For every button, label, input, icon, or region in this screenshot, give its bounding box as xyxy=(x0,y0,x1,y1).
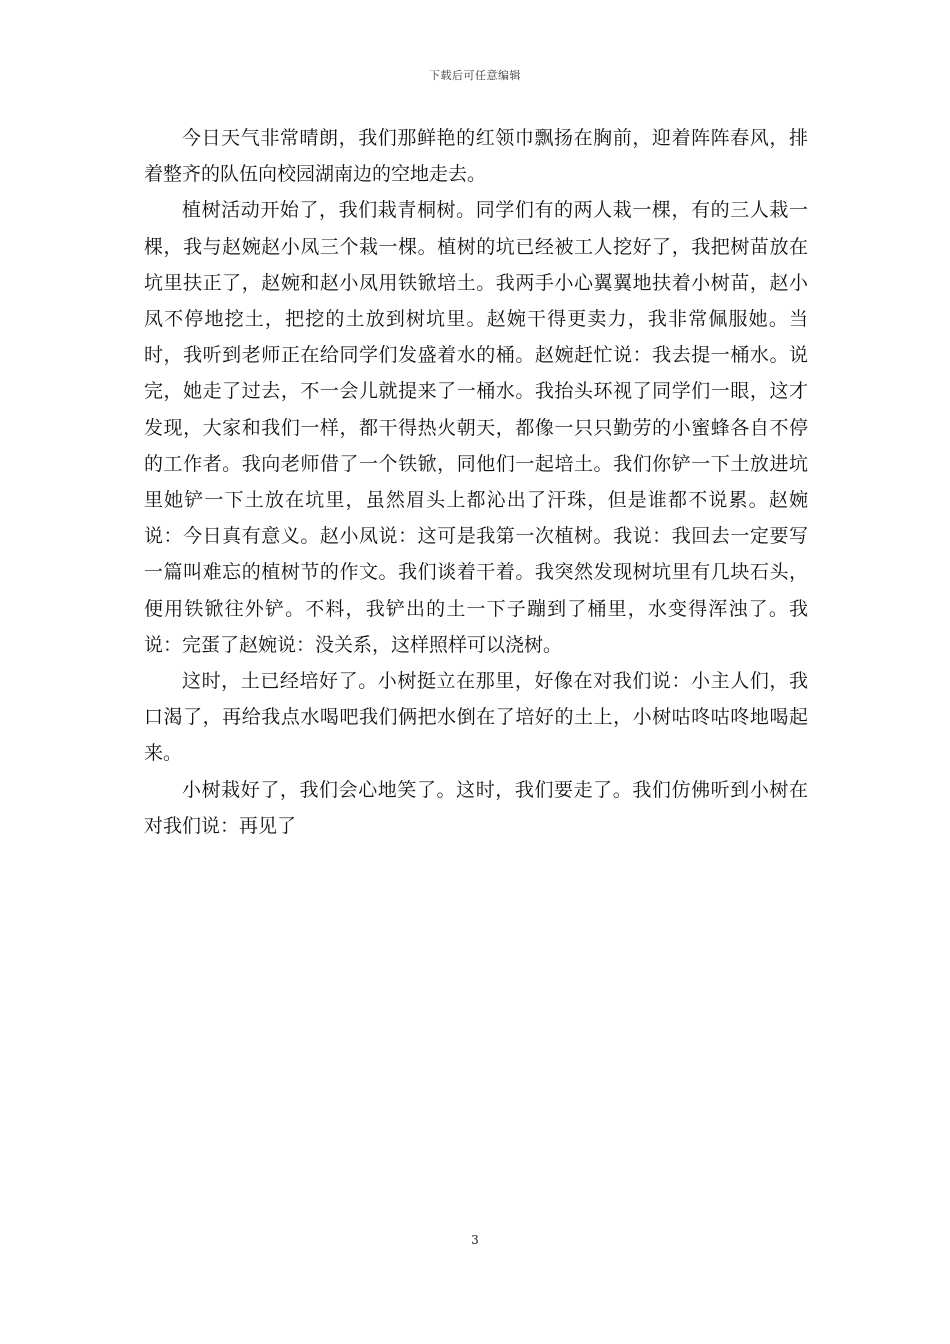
page-header: 下载后可任意编辑 xyxy=(429,69,521,82)
document-body xyxy=(144,120,808,844)
page-number: 3 xyxy=(471,1233,479,1247)
paragraph-2: 植树活动开始了，我们栽青桐树。同学们有的两人栽一棵，有的三人栽一棵，我与赵婉赵小凤三个栽一棵。植树的坑已经被工人挖好了，我把树苗放在坑里扶正了，赵婉和赵小凤用铁锨培土。我两手小心翼翼地扶着小树苗，赵小凤不停地挖土，把挖的土放到树坑里。赵婉干得更卖力，我非常佩服她。当时，我听到老师正在给同学们发盛着水的桶。赵婉赶忙说：我去提一桶水。说完，她走了过去，不一会儿就提来了一桶水。我抬头环视了同学们一眼，这才发现，大家和我们一样，都干得热火朝天，都像一只只勤劳的小蜜蜂各自不停的工作者。我向老师借了一个铁锨，同他们一起培土。我们你铲一下土放进坑里她铲一下土放在坑里，虽然眉头上都沁出了汗珠，但是谁都不说累。赵婉说：今日真有意义。赵小凤说：这可是我第一次植树。我说：我回去一定要写一篇叫难忘的植树节的作文。我们谈着干着。我突然发现树坑里有几块石头，便用铁锨往外铲。不料，我铲出的土一下子蹦到了桶里，水变得浑浊了。我说：完蛋了赵婉说：没关系，这样照样可以浇树。 xyxy=(144,199,808,656)
paragraph-3: 这时，土已经培好了。小树挺立在那里，好像在对我们说：小主人们，我口渴了，再给我点水喝吧我们俩把水倒在了培好的土上，小树咕咚咕咚地喝起来。 xyxy=(144,670,808,765)
paragraph-4: 小树栽好了，我们会心地笑了。这时，我们要走了。我们仿佛听到小树在对我们说：再见了 xyxy=(144,778,808,837)
paragraph-1: 今日天气非常晴朗，我们那鲜艳的红领巾飘扬在胸前，迎着阵阵春风，排着整齐的队伍向校园湖南边的空地走去。 xyxy=(144,127,808,186)
